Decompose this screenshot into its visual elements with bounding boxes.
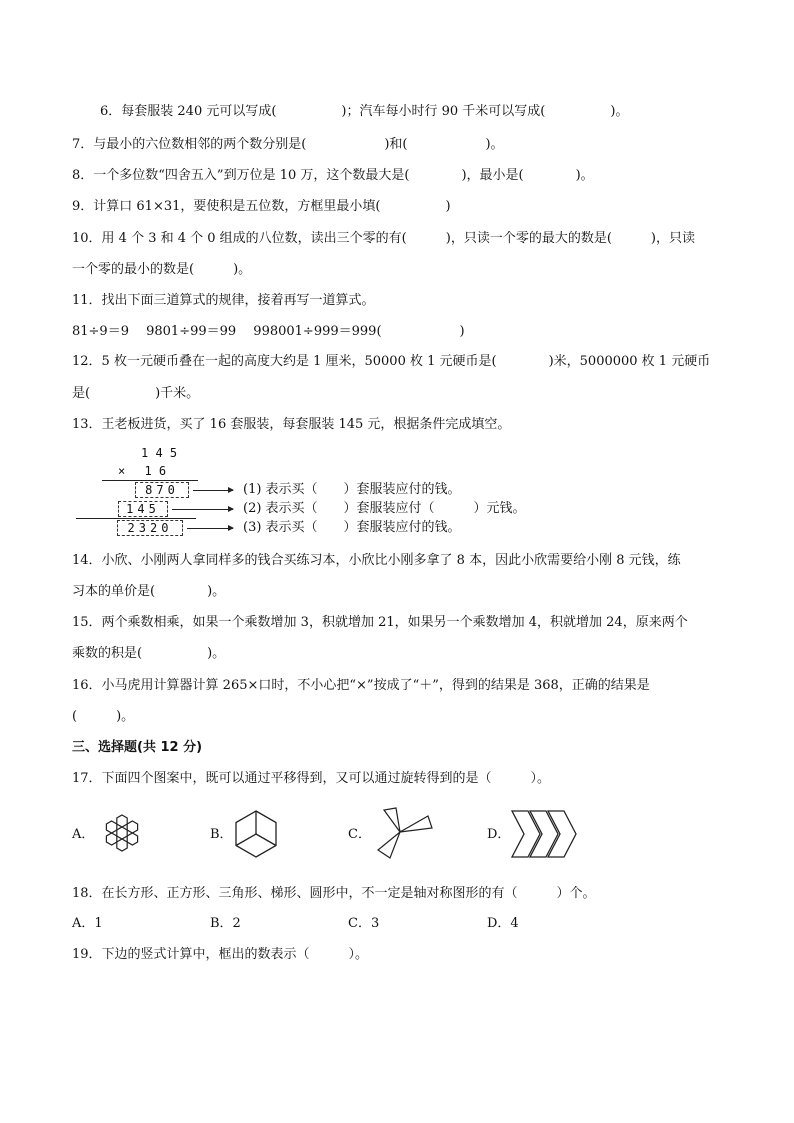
calc-box-2320: 2320: [117, 520, 183, 536]
pinwheel-icon: [370, 804, 434, 864]
q18-option-a: A．1: [72, 916, 103, 931]
question-12-line1: 12．5 枚一元硬币叠在一起的高度大约是 1 厘米，50000 枚 1 元硬币是( )米，5000000 枚 1 元硬币: [72, 354, 711, 369]
calc-desc-3: (3) 表示买（ ）套服装应付的钱。: [243, 520, 461, 535]
question-15-line2: 乘数的积是( )。: [72, 646, 226, 661]
question-10-line2: 一个零的最小的数是( )。: [72, 262, 252, 277]
option-b-label: B．: [210, 827, 233, 842]
arrow-1: [193, 490, 233, 491]
option-a-label: A．: [72, 827, 95, 842]
cube-hexagon-icon: [232, 808, 280, 860]
question-11: 11．找出下面三道算式的规律，接着再写一道算式。: [72, 293, 375, 308]
section-3-heading: 三、选择题(共 12 分): [72, 740, 203, 755]
question-13: 13．王老板进货，买了 16 套服装，每套服装 145 元，根据条件完成填空。: [72, 417, 511, 432]
question-11-equations: 81÷9＝9 9801÷99＝99 998001÷999＝999( ): [72, 324, 465, 339]
question-10-line1: 10．用 4 个 3 和 4 个 0 组成的八位数，读出三个零的有( )，只读一个零的最大的数是( )，只读: [72, 231, 695, 246]
question-14-line2: 习本的单价是( )。: [72, 584, 226, 599]
question-17: 17．下面四个图案中，既可以通过平移得到，又可以通过旋转得到的是（ ）。: [72, 771, 551, 786]
calc-line-top: [102, 480, 198, 481]
question-8: 8．一个多位数“四舍五入”到万位是 10 万，这个数最大是( )，最小是( )。: [72, 168, 594, 183]
q18-option-d: D．4: [487, 916, 519, 931]
q18-option-c: C．3: [348, 916, 380, 931]
calc-box-870: 870: [135, 482, 189, 498]
question-18: 18．在长方形、正方形、三角形、梯形、圆形中，不一定是轴对称图形的有（ ）个。: [72, 886, 596, 901]
calc-multiplier: × 1 6: [118, 464, 167, 478]
question-15-line1: 15．两个乘数相乘，如果一个乘数增加 3，积就增加 21，如果另一个乘数增加 4，积就增加 24，原来两个: [72, 615, 688, 630]
question-9: 9．计算口 61×31，要使积是五位数，方框里最小填( ): [72, 199, 451, 214]
chevrons-icon: [510, 808, 582, 860]
calc-box-145: 145: [118, 501, 168, 517]
option-d-label: D．: [487, 827, 511, 842]
calc-desc-2: (2) 表示买（ ）套服装应付（ ）元钱。: [243, 501, 526, 516]
option-c-label: C．: [348, 827, 371, 842]
question-14-line1: 14．小欣、小刚两人拿同样多的钱合买练习本，小欣比小刚多拿了 8 本，因此小欣需要给小刚 8 元钱，练: [72, 553, 681, 568]
calc-desc-1: (1) 表示买（ ）套服装应付的钱。: [243, 482, 461, 497]
arrow-2: [172, 509, 233, 510]
calc-line-bottom: [76, 518, 196, 519]
question-16-line2: ( )。: [72, 709, 135, 724]
calc-multiplicand: 1 4 5: [141, 446, 178, 460]
question-19: 19．下边的竖式计算中，框出的数表示（ ）。: [72, 947, 369, 962]
question-7: 7．与最小的六位数相邻的两个数分别是( )和( )。: [72, 137, 504, 152]
question-16-line1: 16．小马虎用计算器计算 265×口时，不小心把“×”按成了“＋”，得到的结果是 368，正确的结果是: [72, 678, 650, 693]
hexagon-cluster-icon: [96, 808, 148, 862]
arrow-3: [187, 528, 233, 529]
question-6: 6．每套服装 240 元可以写成( )；汽车每小时行 90 千米可以写成( )。: [100, 104, 629, 119]
question-12-line2: 是( )千米。: [72, 386, 200, 401]
q18-option-b: B．2: [210, 916, 241, 931]
